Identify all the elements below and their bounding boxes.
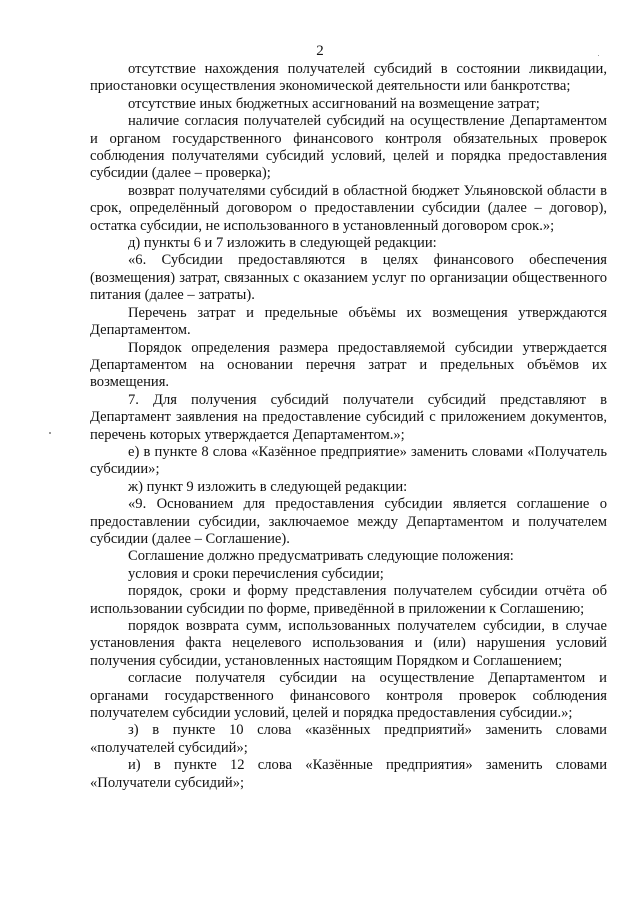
paragraph: Порядок определения размера предоставляемой субсидии утверждается Департаментом на основании перечня затрат и предельных объёмов их возмещения. (90, 339, 607, 391)
paragraph: Соглашение должно предусматривать следующие положения: (128, 548, 514, 565)
scan-speck (49, 432, 51, 434)
document-body (90, 61, 607, 792)
paragraph: з) в пункте 10 слова «казённых предприятий» заменить словами «получателей субсидий»; (90, 722, 607, 756)
page-number: 2 (316, 43, 324, 59)
paragraph: д) пункты 6 и 7 изложить в следующей редакции: (128, 235, 437, 252)
paragraph: согласие получателя субсидии на осуществление Департаментом и органами государственного финансового контроля проверок соблюдения получателем субсидии условий, целей и порядка предоставления субсидии.»; (90, 670, 607, 722)
paragraph: Перечень затрат и предельные объёмы их возмещения утверждаются Департаментом. (90, 304, 607, 339)
paragraph: отсутствие нахождения получателей субсидий в состоянии ликвидации, приостановки осуществления экономической деятельности или банкротства; (90, 61, 607, 95)
paragraph: наличие согласия получателей субсидий на осуществление Департаментом и органом государственного финансового контроля обязательных проверок соблюдения получателями субсидий условий, целей и порядка предоставления субсидии (далее – проверка); (90, 113, 607, 182)
paragraph: порядок возврата сумм, использованных получателем субсидии, в случае установления факта нецелевого использования и (или) нарушения условий получения субсидии, установленных настоящим Порядком и Соглашением; (90, 618, 607, 669)
paragraph: «6. Субсидии предоставляются в целях финансового обеспечения (возмещения) затрат, связанных с оказанием услуг по организации общественного питания (далее – затраты). (90, 252, 607, 304)
paragraph: и) в пункте 12 слова «Казённые предприятия» заменить словами «Получатели субсидий»; (90, 757, 607, 791)
paragraph: условия и сроки перечисления субсидии; (128, 565, 384, 582)
paragraph: е) в пункте 8 слова «Казённое предприятие» заменить словами «Получатель субсидии»; (90, 443, 607, 478)
paragraph: «9. Основанием для предоставления субсидии является соглашение о предоставлении субсидии, заключаемое между Департаментом и получателем субсидии (далее – Соглашение). (90, 496, 607, 547)
paragraph: возврат получателями субсидий в областной бюджет Ульяновской области в срок, определённый договором о предоставлении субсидии (далее – договор), остатка субсидии, не использованного в установленный договором срок.»; (90, 182, 607, 234)
paragraph: отсутствие иных бюджетных ассигнований на возмещение затрат; (128, 95, 540, 112)
scan-speck (598, 55, 599, 56)
paragraph: порядок, сроки и форму представления получателем субсидии отчёта об использовании субсидии по форме, приведённой в приложении к Соглашению; (90, 583, 607, 617)
paragraph: 7. Для получения субсидий получатели субсидий представляют в Департамент заявления на предоставление субсидий с приложением документов, перечень которых утверждается Департаментом.»; (90, 391, 607, 443)
paragraph: ж) пункт 9 изложить в следующей редакции: (128, 478, 408, 495)
